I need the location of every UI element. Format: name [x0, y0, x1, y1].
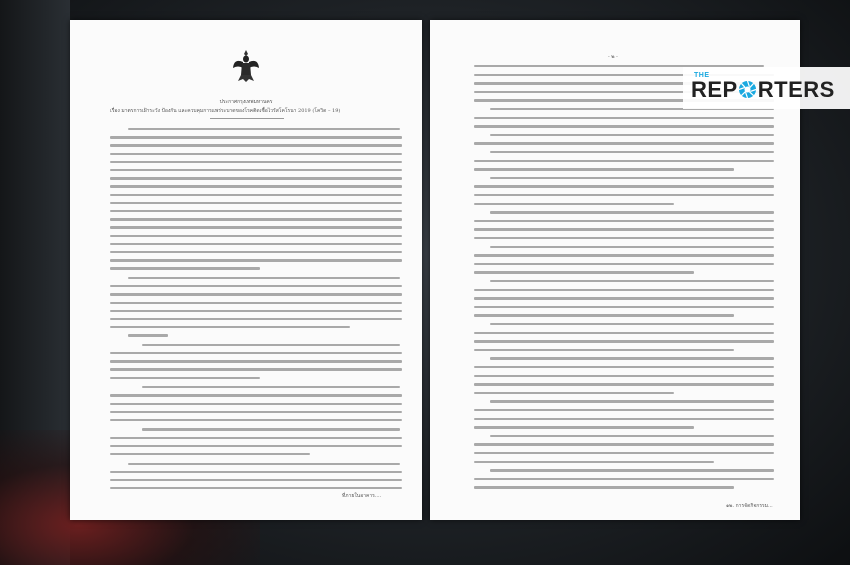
- text-line: [474, 409, 774, 411]
- text-line: [110, 136, 402, 138]
- text-line: [110, 218, 402, 220]
- text-line: [474, 220, 774, 222]
- text-line: [474, 443, 774, 445]
- logo-name: [691, 77, 835, 103]
- text-line: [110, 479, 402, 481]
- text-line: [110, 411, 402, 413]
- text-line: [474, 263, 774, 265]
- logo-name-part2: RTERS: [757, 77, 835, 102]
- text-line: [110, 302, 402, 304]
- text-line: [110, 419, 402, 421]
- the-reporters-logo: [683, 67, 850, 109]
- text-line: [474, 349, 734, 351]
- text-line: [474, 271, 694, 273]
- text-line: [110, 453, 310, 455]
- text-line: [474, 168, 734, 170]
- text-line: [490, 280, 774, 282]
- text-line: [474, 142, 774, 144]
- text-line: [474, 160, 774, 162]
- text-line: [474, 366, 774, 368]
- text-line: [110, 177, 402, 179]
- text-line: [474, 486, 734, 488]
- text-line: [474, 306, 774, 308]
- text-line: [474, 375, 774, 377]
- text-line: [490, 323, 774, 325]
- text-line: [474, 332, 774, 334]
- text-line: [474, 117, 774, 119]
- text-line: [474, 254, 774, 256]
- text-line: [128, 277, 400, 279]
- text-line: [490, 177, 774, 179]
- text-line: [110, 285, 402, 287]
- text-line: [128, 463, 400, 465]
- text-line: [110, 202, 402, 204]
- text-line: [110, 144, 402, 146]
- text-line: [110, 153, 402, 155]
- text-line: [110, 161, 402, 163]
- text-line: [110, 267, 260, 269]
- text-line: [110, 403, 402, 405]
- text-line: [110, 185, 402, 187]
- text-line: [474, 418, 774, 420]
- text-line: [474, 228, 774, 230]
- text-line: [110, 243, 402, 245]
- logo-name-part1: REP: [691, 77, 738, 102]
- text-line: [128, 334, 168, 336]
- text-line: [474, 314, 734, 316]
- text-line: [474, 289, 774, 291]
- text-line: [110, 368, 402, 370]
- text-line: [490, 469, 774, 471]
- text-line: [110, 394, 402, 396]
- text-line: [110, 377, 260, 379]
- text-line: [142, 386, 400, 388]
- text-line: [474, 203, 674, 205]
- text-line: [110, 210, 402, 212]
- text-line: [110, 194, 402, 196]
- logo-prefix: THE: [694, 72, 710, 79]
- garuda-emblem-icon: [232, 48, 260, 84]
- text-line: [474, 185, 774, 187]
- text-line: [490, 134, 774, 136]
- text-line: [110, 471, 402, 473]
- text-line: [110, 487, 402, 489]
- text-line: [474, 392, 674, 394]
- text-line: [110, 259, 402, 261]
- text-line: [110, 318, 402, 320]
- text-line: [110, 235, 402, 237]
- text-line: [490, 435, 774, 437]
- page-number: - ๒ -: [608, 54, 618, 60]
- continuation-note: ๑๒. การจัดกิจกรรม...: [726, 503, 773, 509]
- text-line: [110, 360, 402, 362]
- document-title: ประกาศกรุงเทพมหานคร: [219, 99, 273, 105]
- text-line: [474, 340, 774, 342]
- text-line: [490, 246, 774, 248]
- text-line: [110, 445, 402, 447]
- document-page-1: [70, 20, 422, 520]
- text-line: [474, 452, 774, 454]
- continuation-note: ที่ภายในอาคาร....: [342, 493, 382, 499]
- text-line: [110, 293, 402, 295]
- text-line: [110, 352, 402, 354]
- text-line: [474, 125, 774, 127]
- text-line: [110, 226, 402, 228]
- text-line: [490, 400, 774, 402]
- text-line: [110, 437, 402, 439]
- text-line: [490, 151, 774, 153]
- text-line: [474, 426, 694, 428]
- text-line: [474, 237, 774, 239]
- text-line: [474, 478, 774, 480]
- text-line: [474, 194, 774, 196]
- camera-aperture-icon: [738, 80, 757, 99]
- text-line: [110, 169, 402, 171]
- text-line: [490, 211, 774, 213]
- text-line: [142, 428, 400, 430]
- text-line: [110, 310, 402, 312]
- text-line: [128, 128, 400, 130]
- text-line: [474, 461, 714, 463]
- text-line: [474, 297, 774, 299]
- text-line: [110, 251, 402, 253]
- text-line: [142, 344, 400, 346]
- text-line: [110, 326, 350, 328]
- title-divider: [210, 118, 284, 119]
- text-line: [490, 357, 774, 359]
- document-subject: เรื่อง มาตรการเฝ้าระวัง ป้องกัน และควบคุมการแพร่ระบาดของโรคติดเชื้อไวรัสโคโรนา 2019 (โควิด – 19): [110, 108, 341, 114]
- text-line: [474, 383, 774, 385]
